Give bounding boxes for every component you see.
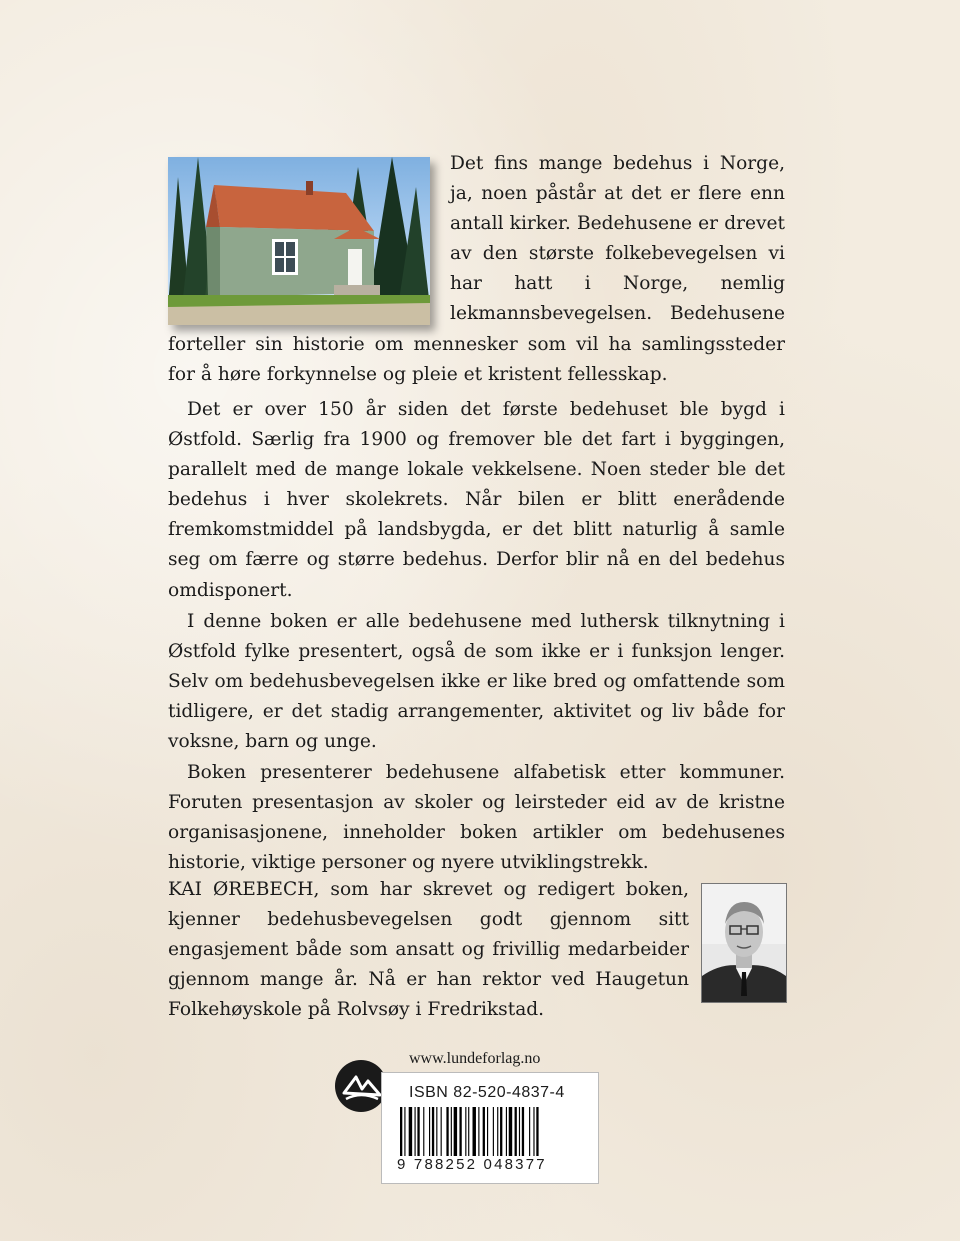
barcode (394, 1107, 584, 1163)
author-photo (701, 883, 787, 1003)
isbn-label: ISBN 82-520-4837-4 (409, 1084, 565, 1101)
paragraph-structure: Boken presenterer bedehusene alfabetisk etter kommuner. Foruten presentasjon av skoler og leirsteder eid av de kristne organisasjonene, inneholder boken artikler om bedehusenes historie, viktige personer og nyere utviklingstrekk. (168, 762, 785, 874)
author-bio-section (168, 875, 689, 1025)
publisher-url: www.lundeforlag.no (409, 1050, 541, 1067)
intro-section (168, 149, 785, 390)
barcode-digits: 9 788252 048377 (397, 1156, 547, 1173)
intro-paragraph: Det fins mange bedehus i Norge, ja, noen påstår at det er flere enn antall kirker. Bedehusene er drevet av den største folkebevegelsen vi har hatt i Norge, nemlig lekmannsbevegelsen. Bedehusene forteller sin historie om mennesker som vil ha samlingssteder for å høre forkynnelse og pleie et kristent fellesskap. (168, 153, 785, 385)
paragraph-history: Det er over 150 år siden det første bedehuset ble bygd i Østfold. Særlig fra 1900 og fremover ble det fart i byggingen, parallelt med de mange lokale vekkelsene. Noen steder ble det bedehus i hver skolekrets. Når bilen er blitt enerådende fremkomstmiddel på landsbygda, er det blitt naturlig å samle seg om færre og større bedehus. Derfor blir nå en del bedehus omdisponert. (168, 399, 785, 601)
photo-spacer (168, 149, 450, 329)
paragraph-contents: I denne boken er alle bedehusene med luthersk tilknytning i Østfold fylke presentert, også de som ikke er i funksjon lenger. Selv om bedehusbevegelsen ikke er like bred og omfattende som tidligere, er det stadig arrangementer, aktivitet og liv både for voksne, barn og unge. (168, 610, 785, 753)
isbn-barcode-box (381, 1072, 599, 1184)
author-bio: KAI ØREBECH, som har skrevet og redigert boken, kjenner bedehusbevegelsen godt gjennom sitt engasjement både som ansatt og frivillig medarbeider gjennom mange år. Nå er han rektor ved Haugetun Folkehøyskole på Rolvsøy i Fredrikstad. (168, 879, 689, 1021)
publisher-logo-icon (334, 1059, 388, 1113)
description-body (168, 395, 785, 880)
